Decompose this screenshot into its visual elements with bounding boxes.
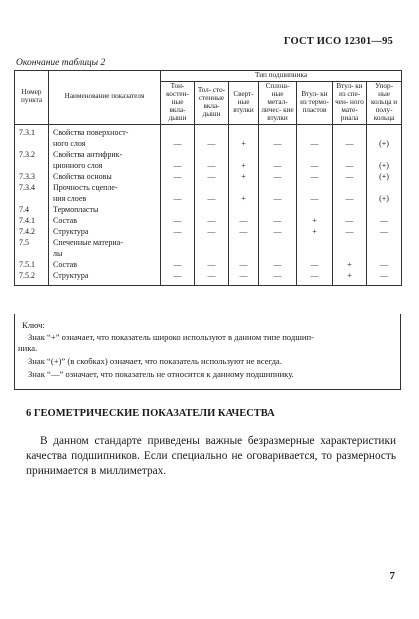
row-value-type-1: — bbox=[161, 139, 195, 150]
row-value-type-2: — bbox=[195, 271, 229, 286]
row-value-type-3 bbox=[229, 249, 259, 260]
row-value-type-4: — bbox=[259, 227, 297, 238]
row-value-type-2 bbox=[195, 124, 229, 139]
row-property-name: Состав bbox=[49, 260, 161, 271]
row-value-type-4: — bbox=[259, 161, 297, 172]
row-property-name: Структура bbox=[49, 271, 161, 286]
key-title: Ключ: bbox=[22, 320, 45, 330]
row-value-type-2: — bbox=[195, 216, 229, 227]
row-value-type-6 bbox=[333, 183, 367, 194]
row-value-type-3 bbox=[229, 150, 259, 161]
row-value-type-3 bbox=[229, 238, 259, 249]
col-header-bearing-type: Тип подшипника bbox=[161, 71, 402, 82]
row-value-type-2: — bbox=[195, 260, 229, 271]
table-row bbox=[15, 216, 402, 227]
row-number: 7.5 bbox=[15, 238, 49, 249]
row-value-type-5 bbox=[297, 150, 333, 161]
row-number: 7.3.1 bbox=[15, 124, 49, 139]
row-value-type-7: (+) bbox=[367, 172, 402, 183]
section-paragraph: В данном стандарте приведены важные безразмерные характеристики качества подшипников. Если специально не оговаривается, то размерность принимается в миллиметрах. bbox=[26, 435, 396, 478]
col-header-type-4: Сплош- ные метал- личес- кие втулки bbox=[259, 81, 297, 124]
col-header-type-2: Тол- сто- стенные вкла- дыши bbox=[195, 81, 229, 124]
row-value-type-7 bbox=[367, 124, 402, 139]
row-value-type-6: — bbox=[333, 216, 367, 227]
row-value-type-1 bbox=[161, 249, 195, 260]
row-value-type-3: + bbox=[229, 172, 259, 183]
table-row bbox=[15, 172, 402, 183]
row-value-type-5: + bbox=[297, 227, 333, 238]
row-value-type-6: + bbox=[333, 260, 367, 271]
row-value-type-2: — bbox=[195, 194, 229, 205]
row-property-name: Свойства антифрик- bbox=[49, 150, 161, 161]
page-number: 7 bbox=[389, 570, 395, 582]
row-value-type-7: — bbox=[367, 260, 402, 271]
row-value-type-7 bbox=[367, 205, 402, 216]
row-value-type-2: — bbox=[195, 227, 229, 238]
table-row bbox=[15, 271, 402, 286]
row-number: 7.3.2 bbox=[15, 150, 49, 161]
col-header-type-1: Тон- костен- ные вкла- дыши bbox=[161, 81, 195, 124]
row-value-type-6: — bbox=[333, 161, 367, 172]
row-value-type-7 bbox=[367, 249, 402, 260]
row-value-type-6 bbox=[333, 124, 367, 139]
col-header-type-6: Втул- ки из спе- чен- ного мате- риала bbox=[333, 81, 367, 124]
row-value-type-4: — bbox=[259, 139, 297, 150]
row-value-type-7: (+) bbox=[367, 194, 402, 205]
row-value-type-7: (+) bbox=[367, 161, 402, 172]
row-number: 7.5.1 bbox=[15, 260, 49, 271]
row-value-type-2: — bbox=[195, 172, 229, 183]
row-value-type-3: — bbox=[229, 271, 259, 286]
table-row bbox=[15, 124, 402, 139]
row-value-type-1 bbox=[161, 205, 195, 216]
document-code: ГОСТ ИСО 12301—95 bbox=[283, 36, 393, 47]
table-row bbox=[15, 238, 402, 249]
row-property-name: Свойства поверхност- bbox=[49, 124, 161, 139]
row-value-type-5: — bbox=[297, 172, 333, 183]
row-number bbox=[15, 161, 49, 172]
row-value-type-7 bbox=[367, 150, 402, 161]
row-value-type-6: — bbox=[333, 194, 367, 205]
row-property-name: Состав bbox=[49, 216, 161, 227]
col-header-type-7: Упор- ные кольца и полу- кольца bbox=[367, 81, 402, 124]
row-value-type-3: — bbox=[229, 227, 259, 238]
row-value-type-6 bbox=[333, 249, 367, 260]
row-value-type-5 bbox=[297, 124, 333, 139]
table-row bbox=[15, 139, 402, 150]
section-title: 6 ГЕОМЕТРИЧЕСКИЕ ПОКАЗАТЕЛИ КАЧЕСТВА bbox=[26, 408, 275, 419]
row-value-type-3: — bbox=[229, 260, 259, 271]
row-value-type-2 bbox=[195, 249, 229, 260]
row-value-type-2 bbox=[195, 205, 229, 216]
col-header-number: Номер пункта bbox=[15, 71, 49, 125]
row-value-type-2 bbox=[195, 238, 229, 249]
row-value-type-5: — bbox=[297, 194, 333, 205]
row-value-type-5 bbox=[297, 205, 333, 216]
row-property-name: ционного слоя bbox=[49, 161, 161, 172]
col-header-type-5: Втул- ки из термо- пластов bbox=[297, 81, 333, 124]
table-row bbox=[15, 227, 402, 238]
row-value-type-4 bbox=[259, 249, 297, 260]
table-row bbox=[15, 249, 402, 260]
row-value-type-2 bbox=[195, 183, 229, 194]
table-continuation-label: Окончание таблицы 2 bbox=[16, 58, 106, 68]
row-value-type-6 bbox=[333, 150, 367, 161]
table-row bbox=[15, 161, 402, 172]
key-line-4: Знак “—” означает, что показатель не относится к данному подшипнику. bbox=[28, 369, 294, 379]
row-number: 7.3.3 bbox=[15, 172, 49, 183]
row-value-type-4: — bbox=[259, 216, 297, 227]
row-value-type-6: + bbox=[333, 271, 367, 286]
row-number: 7.4.1 bbox=[15, 216, 49, 227]
row-value-type-7 bbox=[367, 238, 402, 249]
row-number: 7.4 bbox=[15, 205, 49, 216]
row-value-type-3 bbox=[229, 183, 259, 194]
key-line-2: ника. bbox=[18, 343, 38, 353]
col-header-type-3: Сверт- ные втулки bbox=[229, 81, 259, 124]
row-value-type-3 bbox=[229, 124, 259, 139]
row-value-type-4: — bbox=[259, 260, 297, 271]
row-number bbox=[15, 249, 49, 260]
row-property-name: Структура bbox=[49, 227, 161, 238]
row-value-type-5 bbox=[297, 249, 333, 260]
key-line-3: Знак “(+)” (в скобках) означает, что показатель используют не всегда. bbox=[28, 356, 282, 366]
row-number: 7.5.2 bbox=[15, 271, 49, 286]
row-value-type-4: — bbox=[259, 271, 297, 286]
table-row bbox=[15, 205, 402, 216]
row-value-type-6 bbox=[333, 205, 367, 216]
row-value-type-4: — bbox=[259, 194, 297, 205]
row-value-type-1 bbox=[161, 238, 195, 249]
row-number bbox=[15, 139, 49, 150]
row-value-type-5 bbox=[297, 183, 333, 194]
row-property-name: ного слоя bbox=[49, 139, 161, 150]
table-row bbox=[15, 183, 402, 194]
row-value-type-4 bbox=[259, 183, 297, 194]
row-value-type-1 bbox=[161, 150, 195, 161]
row-value-type-1: — bbox=[161, 194, 195, 205]
row-value-type-6: — bbox=[333, 227, 367, 238]
row-value-type-4 bbox=[259, 205, 297, 216]
row-value-type-6: — bbox=[333, 139, 367, 150]
row-value-type-1: — bbox=[161, 216, 195, 227]
table-row bbox=[15, 194, 402, 205]
bearing-properties-table bbox=[14, 70, 402, 286]
row-value-type-5: + bbox=[297, 216, 333, 227]
row-value-type-1: — bbox=[161, 271, 195, 286]
row-value-type-1 bbox=[161, 124, 195, 139]
row-number: 7.3.4 bbox=[15, 183, 49, 194]
row-property-name: Прочность сцепле- bbox=[49, 183, 161, 194]
row-number: 7.4.2 bbox=[15, 227, 49, 238]
row-property-name: лы bbox=[49, 249, 161, 260]
row-value-type-5: — bbox=[297, 260, 333, 271]
row-property-name: ния слоев bbox=[49, 194, 161, 205]
row-property-name: Свойства основы bbox=[49, 172, 161, 183]
row-value-type-5: — bbox=[297, 161, 333, 172]
row-property-name: Термопласты bbox=[49, 205, 161, 216]
row-value-type-5 bbox=[297, 238, 333, 249]
row-value-type-4 bbox=[259, 150, 297, 161]
row-value-type-3: + bbox=[229, 139, 259, 150]
row-value-type-4 bbox=[259, 238, 297, 249]
key-line-1: Знак “+” означает, что показатель широко используют в данном типе подшип- bbox=[28, 332, 314, 342]
row-value-type-1: — bbox=[161, 260, 195, 271]
row-value-type-7: — bbox=[367, 216, 402, 227]
row-value-type-6: — bbox=[333, 172, 367, 183]
row-value-type-3: + bbox=[229, 194, 259, 205]
row-value-type-3 bbox=[229, 205, 259, 216]
row-value-type-7: (+) bbox=[367, 139, 402, 150]
row-value-type-4: — bbox=[259, 172, 297, 183]
row-number bbox=[15, 194, 49, 205]
row-value-type-4 bbox=[259, 124, 297, 139]
row-value-type-1: — bbox=[161, 161, 195, 172]
row-value-type-2: — bbox=[195, 139, 229, 150]
row-value-type-3: — bbox=[229, 216, 259, 227]
row-value-type-1: — bbox=[161, 227, 195, 238]
table-row bbox=[15, 150, 402, 161]
row-value-type-7 bbox=[367, 183, 402, 194]
row-value-type-7: — bbox=[367, 227, 402, 238]
row-value-type-1: — bbox=[161, 172, 195, 183]
row-value-type-2: — bbox=[195, 161, 229, 172]
col-header-name: Наименование показателя bbox=[49, 71, 161, 125]
table-row bbox=[15, 260, 402, 271]
row-value-type-2 bbox=[195, 150, 229, 161]
row-value-type-3: + bbox=[229, 161, 259, 172]
row-value-type-5: — bbox=[297, 139, 333, 150]
row-value-type-6 bbox=[333, 238, 367, 249]
row-value-type-5: — bbox=[297, 271, 333, 286]
row-value-type-7: — bbox=[367, 271, 402, 286]
row-property-name: Спеченные материа- bbox=[49, 238, 161, 249]
row-value-type-1 bbox=[161, 183, 195, 194]
